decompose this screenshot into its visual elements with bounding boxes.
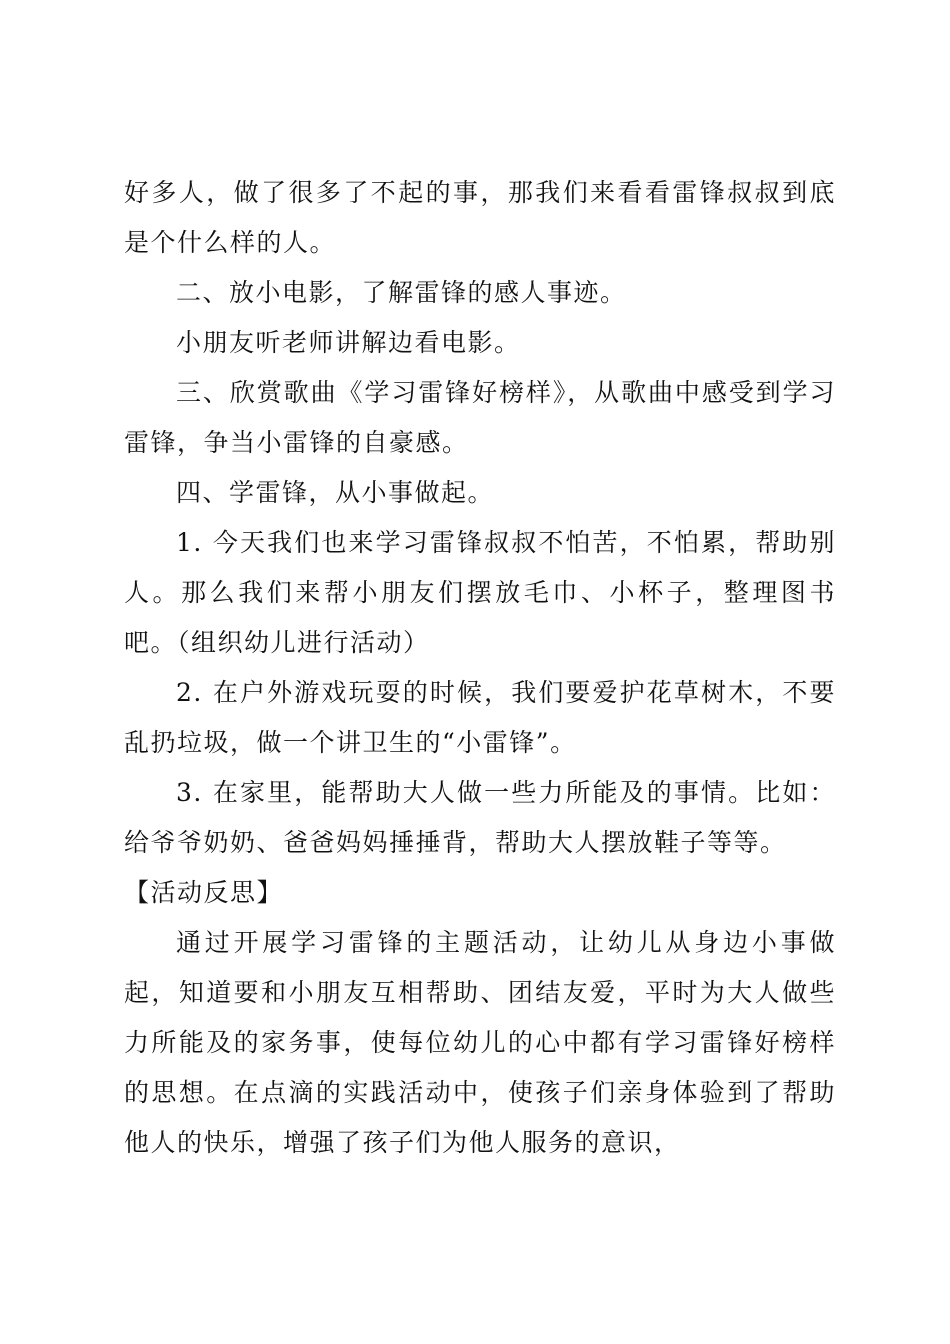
paragraph-intro: 好多人，做了很多了不起的事，那我们来看看雷锋叔叔到底是个什么样的人。 xyxy=(124,178,836,257)
paragraph-step-three: 三、欣赏歌曲《学习雷锋好榜样》，从歌曲中感受到学习雷锋，争当小雷锋的自豪感。 xyxy=(124,378,836,457)
paragraph-step-two: 二、放小电影，了解雷锋的感人事迹。 xyxy=(176,278,627,307)
paragraph-reflection: 通过开展学习雷锋的主题活动，让幼儿从身边小事做起，知道要和小朋友互相帮助、团结友爱，平时为大人做些力所能及的家务事，使每位幼儿的心中都有学习雷锋好榜样的思想。在点滴的实践活动中，使孩子们亲身体验到了帮助他人的快乐，增强了孩子们为他人服务的意识， xyxy=(124,928,836,1157)
paragraph-watch-movie: 小朋友听老师讲解边看电影。 xyxy=(176,328,521,357)
section-heading-reflection: 【活动反思】 xyxy=(124,878,284,907)
paragraph-item-two: 2. 在户外游戏玩耍的时候，我们要爱护花草树木，不要乱扔垃圾，做一个讲卫生的“小雷锋”。 xyxy=(124,678,836,757)
document-body xyxy=(124,168,836,1168)
paragraph-item-one: 1. 今天我们也来学习雷锋叔叔不怕苦，不怕累，帮助别人。那么我们来帮小朋友们摆放毛巾、小杯子，整理图书吧。（组织幼儿进行活动） xyxy=(124,528,836,657)
paragraph-item-three: 3. 在家里，能帮助大人做一些力所能及的事情。比如：给爷爷奶奶、爸爸妈妈捶捶背，帮助大人摆放鞋子等等。 xyxy=(124,778,836,857)
paragraph-step-four: 四、学雷锋，从小事做起。 xyxy=(176,478,495,507)
